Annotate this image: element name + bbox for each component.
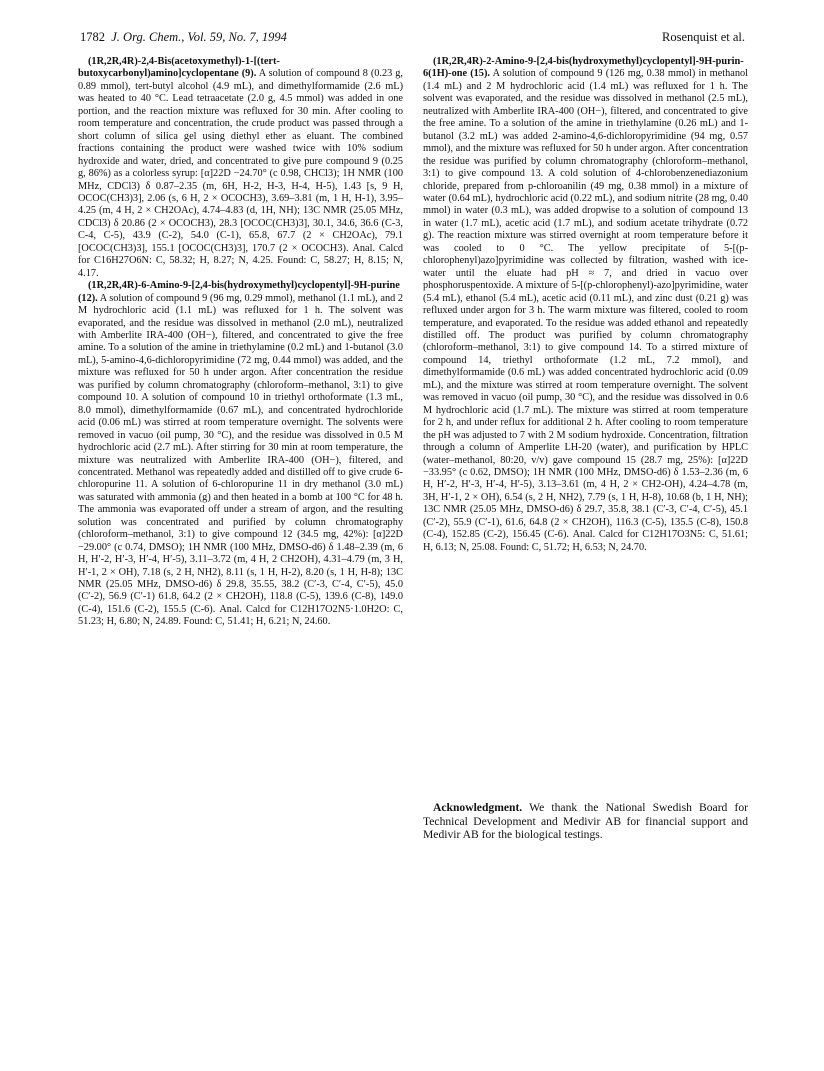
left-column [78, 56, 403, 629]
compound-9-body: A solution of compound 8 (0.23 g, 0.89 mmol), tert-butyl alcohol (4.9 mL), and dimethylformamide (2.6 mL) was heated to 40 °C. Lead tetraacetate (2.0 g, 4.5 mmol) was added in one portion, and the reaction mixture was refluxed for 30 min. After cooling to room temperature and concentration, the crude product was passed through a short column of silica gel using diethyl ether as eluant. The combined fractions containing the product were washed twice with 10% sodium hydroxide and water, dried, and concentrated to give pure compound 9 (0.25 g, 86%) as a colorless syrup: [α]22D −24.70° (c 0.98, CHCl3); 1H NMR (100 MHz, CDCl3) δ 0.87–2.35 (m, 6H, H-2, H-3, H-4, H-5), 1.43 [s, 9 H, OCOC(CH3)3], 2.06 (s, 6 H, 2 × OCOCH3), 3.69–3.81 (m, 1 H, H-1), 3.95–4.25 (m, 4 H, 2 × CH2OAc), 4.74–4.83 (d, 1H, NH); 13C NMR (25.05 MHz, CDCl3) δ 20.86 (2 × OCOCH3), 28.3 [OCOC(CH3)3], 30.1, 34.6, 36.6 (C-3, C-4, C-5), 43.9 (C-2), 54.0 (C-1), 65.8, 67.7 (2 × CH2OAc), 79.1 [OCOC(CH3)3], 155.1 [OCOC(CH3)3], 170.7 (2 × OCOCH3). Anal. Calcd for C16H27O6N: C, 58.32; H, 8.27; N, 4.25. Found: C, 58.27; H, 8.15; N, 4.17. [78, 68, 403, 279]
compound-15-heading: (1R,2R,4R)-2-Amino-9-[2,4-bis(hydroxymethyl)cyclopentyl]-9H-purin-6(1H)-one (15). [423, 56, 744, 80]
compound-15-paragraph [423, 56, 748, 554]
right-column [423, 56, 748, 554]
compound-15-body: A solution of compound 9 (126 mg, 0.38 mmol) in methanol (1.4 mL) and 2 M hydrochloric acid (1.4 mL) was refluxed for 1 h. The solvent was evaporated, and the residue was dissolved in methanol (2.5 mL), neutralized with Amberlite IRA-400 (OH−), filtered, and concentrated to give the free amine. To a solution of the amine in triethylamine (0.26 mL) and 1-butanol (3.2 mL) was added 2-amino-4,6-dichloropyrimidine (94 mg, 0.57 mmol), and the mixture was refluxed for 50 h under argon. After concentration the residue was purified by column chromatography (chloroform–methanol, 3:1) to give compound 13. A cold solution of 4-chlorobenzenediazonium chloride, prepared from p-chloroanilin (49 mg, 0.38 mmol) in a mixture of water (0.64 mL), hydrochloric acid (0.22 mL), and sodium nitrite (28 mg, 0.40 mmol) in water (0.3 mL), was added dropwise to a solution of compound 13 in water (1.7 mL), acetic acid (1.7 mL), and sodium acetate trihydrate (0.72 g). The reaction mixture was stirred overnight at room temperature before it was cooled to 0 °C. The yellow precipitate of 5-[(p-chlorophenyl)azo]pyrimidine was collected by filtration, washed with ice-water until the eluate had pH ≈ 7, and dried in vacuo over phosphoruspentoxide. A mixture of 5-[(p-chlorophenyl)-azo]pyrimidine, water (5.4 mL), ethanol (5.4 mL), acetic acid (0.11 mL), and zinc dust (0.21 g) was refluxed under argon for 3 h. The warm mixture was filtered, cooled to room temperature, and evaporated. To the residue was added ethanol and repeatedly distilled off. The product was purified by column chromatography (chloroform–methanol, 3:1) to give compound 14. To a stirred mixture of compound 14, triethyl orthoformate (1.2 mL, 7.2 mmol), and dimethylformamide (0.6 mL) was added concentrated hydrochloric acid (0.09 mL), and the mixture was stirred at room temperature overnight. The solvent was removed in vacuo (oil pump, 30 °C), and the residue was dissolved in 0.6 M hydrochloric acid (1.7 mL). The mixture was stirred at room temperature for 2 h, and under reflux for additional 2 h. After cooling to room temperature the pH was adjusted to 7 with 2 M sodium hydroxide. Concentration, filtration through a column of Amperlite LH-20 (water), and purification by HPLC (water–methanol, 80:20, v/v) gave compound 15 (28.7 mg, 25%): [α]22D −33.95° (c 0.62, DMSO); 1H NMR (100 MHz, DMSO-d6) δ 1.53–2.36 (m, 6 H, H′-2, H′-3, H′-4, H′-5), 3.13–3.61 (m, 4 H, 2 × CH2-OH), 4.24–4.78 (m, 3H, H′-1, 2 × OH), 6.54 (s, 2 H, NH2), 7.79 (s, 1 H, H-8), 10.68 (b, 1 H, NH); 13C NMR (25.05 MHz, DMSO-d6) δ 29.7, 35.8, 38.1 (C′-3, C′-4, C′-5), 45.1 (C′-2), 55.9 (C′-1), 61.6, 64.8 (2 × CH2OH), 116.3 (C-5), 135.5 (C-8), 150.8 (C-4), 152.85 (C-2), 156.45 (C-6). Anal. Calcd for C12H17O3N5: C, 51.61; H, 6.13; N, 25.08. Found: C, 51.72; H, 6.53; N, 24.70. [423, 68, 749, 553]
acknowledgment-body: We thank the National Swedish Board for Technical Development and Medivir AB for financial support and Medivir AB for the biological testings. [423, 801, 748, 842]
acknowledgment-paragraph [423, 801, 748, 842]
page-header [80, 30, 745, 48]
acknowledgment-heading: Acknowledgment. [433, 801, 523, 814]
page-number: 1782 [80, 30, 105, 44]
compound-12-paragraph [78, 280, 403, 629]
compound-9-heading: (1R,2R,4R)-2,4-Bis(acetoxymethyl)-1-[(tert-butoxycarbonyl)amino]cyclopentane (9). [78, 56, 280, 80]
journal-citation: J. Org. Chem., Vol. 59, No. 7, 1994 [111, 30, 287, 44]
compound-12-body: A solution of compound 9 (96 mg, 0.29 mmol), methanol (1.1 mL), and 2 M hydrochloric acid (1.1 mL) was refluxed for 1 h. The solvent was evaporated, and the residue was dissolved in methanol (2.0 mL), neutralized with Amberlite IRA-400 (OH−), filtered, and concentrated to give the free amine. To a solution of the amine in triethylamine (0.2 mL) and 1-butanol (3.0 mL), 5-amino-4,6-dichloropyrimidine (72 mg, 0.44 mmol) was added, and the mixture was refluxed for 50 h under argon. After concentration the residue was purified by column chromatography (chloroform–methanol, 3:1) to give compound 10. A solution of compound 10 in triethyl orthoformate (1.3 mL, 8.0 mmol), dimethylformamide (0.67 mL), and concentrated hydrochloride acid (0.06 mL) was stirred at room temperature overnight. The solvents were removed in vacuo (oil pump, 30 °C), and the residue was dissolved in 0.5 M hydrochloric acid (2.7 mL). After stirring for 30 min at room temperature, the mixture was neutralized with Amberlite IRA-400 (OH−), filtered, and concentrated. Methanol was repeatedly added and distilled off to give crude 6-chloropurine 11. A solution of 6-chloropurine 11 in dry methanol (3.0 mL) was saturated with ammonia (g) and then heated in a bomb at 100 °C for 48 h. The ammonia was evaporated off under a stream of argon, and the resulting solution was concentrated and purified by column chromatography (chloroform–methanol, 3:1) to give compound 12 (34.5 mg, 42%): [α]22D −29.00° (c 0.74, DMSO); 1H NMR (100 MHz, DMSO-d6) δ 1.48–2.39 (m, 6 H, H′-2, H′-3, H′-4, H′-5), 3.11–3.72 (m, 4 H, 2 CH2OH), 4.31–4.79 (m, 3 H, H′-1, 2 × OH), 7.18 (s, 2 H, NH2), 8.11 (s, 1 H, H-2), 8.20 (s, 1 H, H-8); 13C NMR (25.05 MHz, DMSO-d6) δ 29.8, 35.55, 38.2 (C′-3, C′-4, C′-5), 45.0 (C′-2), 56.9 (C′-1) 61.8, 64.2 (2 × CH2OH), 118.8 (C-5), 139.6 (C-8), 149.0 (C-4), 151.6 (C-2), 155.5 (C-6). Anal. Calcd for C12H17O2N5·1.0H2O: C, 51.23; H, 6.80; N, 24.89. Found: C, 51.41; H, 6.21; N, 24.60. [78, 292, 403, 628]
compound-9-paragraph [78, 56, 403, 280]
page-number-and-journal [80, 30, 287, 45]
compound-12-heading: (1R,2R,4R)-6-Amino-9-[2,4-bis(hydroxymethyl)cyclopentyl]-9H-purine (12). [78, 280, 400, 304]
acknowledgment-section [423, 801, 748, 842]
running-authors: Rosenquist et al. [662, 30, 745, 44]
